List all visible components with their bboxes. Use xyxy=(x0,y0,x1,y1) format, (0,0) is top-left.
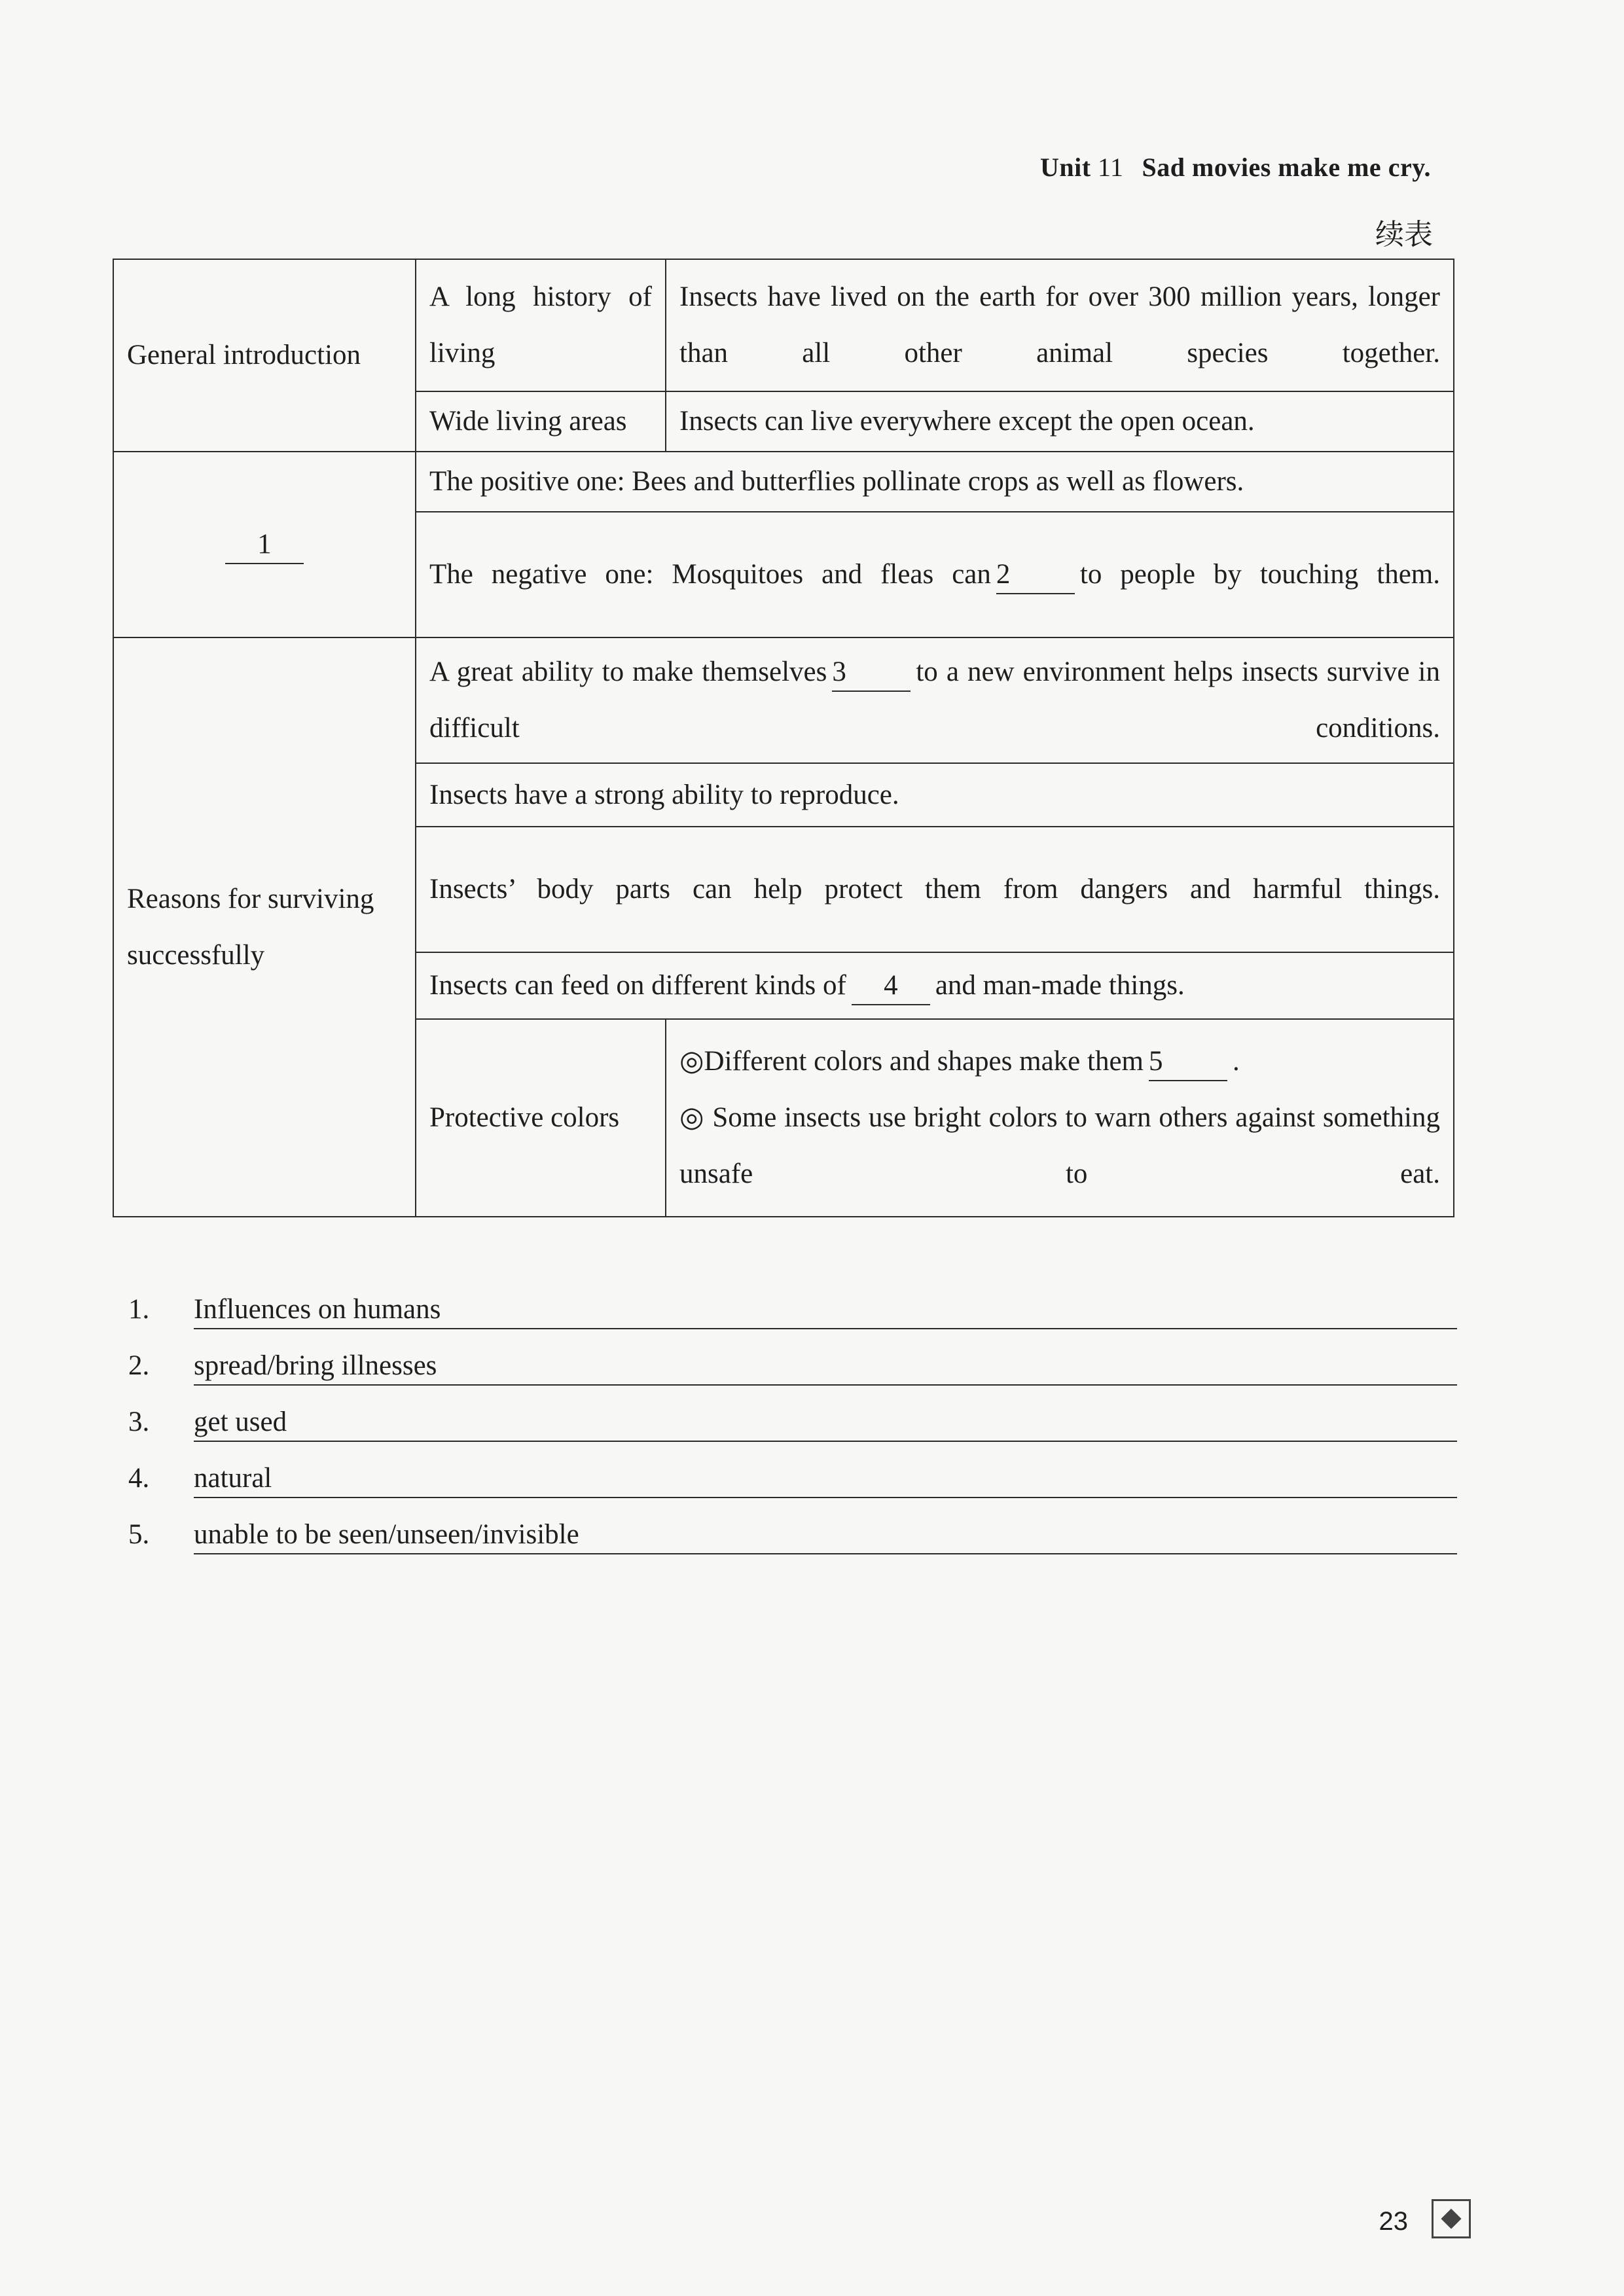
general-introduction-heading: General introduction xyxy=(113,259,416,452)
continued-label: 续表 xyxy=(1375,218,1433,251)
answer-text: get used xyxy=(194,1404,1457,1442)
protective-colors-text: ◎Different colors and shapes make them 5 . ◎ Some insects use bright colors to warn others against something unsafe to eat. xyxy=(666,1019,1454,1217)
positive-influence: The positive one: Bees and butterflies pollinate crops as well as flowers. xyxy=(416,452,1454,512)
insects-table xyxy=(113,259,1454,1217)
answer-text: spread/bring illnesses xyxy=(194,1348,1457,1386)
unit-label: Unit 11 xyxy=(1039,152,1124,182)
answer-line: 2. spread/bring illnesses xyxy=(128,1329,1457,1386)
protective-colors-warning: ◎ Some insects use bright colors to warn others against something unsafe to eat. xyxy=(679,1102,1440,1189)
reason-body-parts: Insects’ body parts can help protect them from dangers and harmful things. xyxy=(416,827,1454,952)
blank-2: 2 xyxy=(996,556,1075,594)
reasons-heading: Reasons for surviving successfully xyxy=(113,637,416,1217)
reason-adapt: A great ability to make themselves 3 to a new environment helps insects survive in difficult conditions. xyxy=(416,637,1454,763)
areas-text: Insects can live everywhere except the open ocean. xyxy=(666,391,1454,452)
answer-line: 1. Influences on humans xyxy=(128,1273,1457,1329)
running-header xyxy=(1040,152,1431,183)
blank-3: 3 xyxy=(832,654,911,692)
answer-line: 4. natural xyxy=(128,1442,1457,1498)
answer-text: unable to be seen/unseen/invisible xyxy=(194,1516,1457,1554)
protective-colors-label: Protective colors xyxy=(416,1019,666,1217)
answer-list xyxy=(128,1273,1457,1554)
answer-line: 5. unable to be seen/unseen/invisible xyxy=(128,1498,1457,1554)
unit-title: Sad movies make me cry. xyxy=(1142,152,1431,182)
answer-line: 3. get used xyxy=(128,1386,1457,1442)
negative-influence: The negative one: Mosquitoes and fleas can 2 to people by touching them. xyxy=(416,512,1454,637)
areas-label: Wide living areas xyxy=(416,391,666,452)
influence-heading xyxy=(113,452,416,637)
diamond-icon xyxy=(1432,2199,1471,2238)
reason-reproduce: Insects have a strong ability to reproduce. xyxy=(416,763,1454,827)
history-text: Insects have lived on the earth for over 300 million years, longer than all other animal species together. xyxy=(666,259,1454,391)
reason-feed: Insects can feed on different kinds of 4 and man-made things. xyxy=(416,952,1454,1019)
answer-text: Influences on humans xyxy=(194,1291,1457,1329)
blank-5: 5 xyxy=(1149,1043,1227,1081)
page-number: 23 xyxy=(1379,2207,1408,2236)
blank-1: 1 xyxy=(225,526,304,564)
blank-4: 4 xyxy=(852,967,930,1005)
answer-text: natural xyxy=(194,1460,1457,1498)
history-label: A long history of living xyxy=(416,259,666,391)
